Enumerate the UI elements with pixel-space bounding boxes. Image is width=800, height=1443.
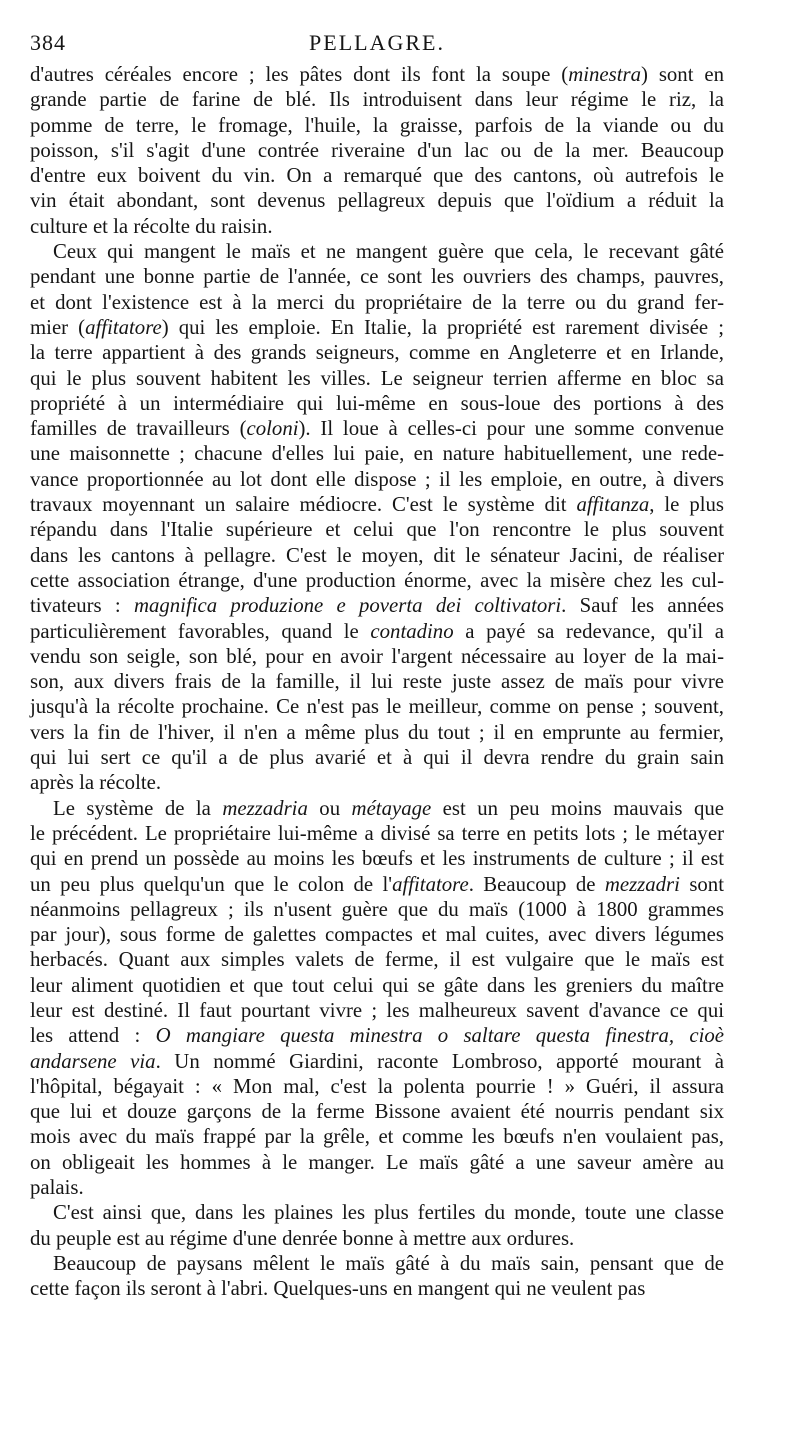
text-run: herbacés. Quant aux simples valets de ferme, il est vulgaire que le maïs est: [30, 948, 724, 972]
text-line: [30, 897, 724, 922]
italic-phrase: mezzadria: [222, 796, 308, 820]
text-line: [30, 1175, 724, 1200]
text-line: [30, 720, 724, 745]
text-line: [30, 1200, 724, 1225]
text-line: [30, 1251, 724, 1276]
text-run: propriété à un intermédiaire qui lui-même en sous-loue des portions à des: [30, 391, 724, 415]
text-line: [30, 593, 724, 618]
text-run: ) sont en: [641, 63, 725, 86]
text-line: [30, 922, 724, 947]
text-line: [30, 138, 724, 163]
text-line: [30, 644, 724, 669]
text-run: une maisonnette ; chacune d'elles lui paie, en nature habituellement, une rede-: [30, 442, 724, 466]
text-run: Le système de la: [53, 796, 223, 820]
paragraph: [30, 796, 724, 1201]
text-line: [30, 796, 724, 821]
text-run: après la récolte.: [30, 771, 162, 795]
text-line: [30, 1276, 724, 1301]
text-run: par jour), sous forme de galettes compactes et mal cuites, avec divers légumes: [30, 923, 724, 947]
text-run: grande partie de farine de blé. Ils introduisent dans leur régime le riz, la: [30, 88, 724, 112]
text-run: Beaucoup de paysans mêlent le maïs gâté à du maïs sain, pensant que de: [53, 1251, 724, 1275]
text-line: [30, 1099, 724, 1124]
text-run: vendu son seigle, son blé, pour en avoir l'argent nécessaire au loyer de la mai-: [30, 644, 724, 668]
text-run: . Un nommé Giardini, raconte Lombroso, apporté mourant à: [155, 1049, 724, 1073]
text-run: jusqu'à la récolte prochaine. Ce n'est pas le meilleur, comme on pense ; souvent,: [30, 695, 724, 719]
italic-phrase: coloni: [246, 417, 299, 441]
text-run: cette association étrange, d'une production énorme, avec la misère chez les cul-: [30, 568, 724, 592]
text-run: ) qui les emploie. En Italie, la propriété est rarement divisée ;: [161, 315, 724, 339]
text-line: [30, 214, 724, 239]
text-line: [30, 416, 724, 441]
text-line: [30, 290, 724, 315]
text-run: culture et la récolte du raisin.: [30, 214, 273, 238]
page-body-text: [30, 62, 724, 1302]
italic-phrase: affitatore: [392, 872, 469, 896]
italic-phrase: métayage: [351, 796, 432, 820]
text-line: [30, 517, 724, 542]
text-line: [30, 1226, 724, 1251]
paragraph: [30, 1251, 724, 1302]
text-run: la terre appartient à des grands seigneurs, comme en Angleterre et en Irlande,: [30, 341, 724, 365]
text-run: mier (: [30, 315, 86, 339]
text-run: néanmoins pellagreux ; ils n'usent guère que du maïs (1000 à 1800 grammes: [30, 897, 724, 921]
paragraph: [30, 1200, 724, 1251]
text-run: qui le plus souvent habitent les villes. Le seigneur terrien afferme en bloc sa: [30, 366, 724, 390]
text-line: [30, 492, 724, 517]
text-run: tivateurs :: [30, 594, 134, 618]
text-run: , le plus: [649, 493, 724, 517]
text-line: [30, 113, 724, 138]
text-line: [30, 441, 724, 466]
italic-phrase: minestra: [568, 63, 641, 86]
text-line: [30, 947, 724, 972]
text-line: [30, 1124, 724, 1149]
text-run: mois avec du maïs frappé par la grêle, et comme les bœufs n'en voulaient pas,: [30, 1125, 724, 1149]
text-run: les attend :: [30, 1024, 156, 1048]
italic-phrase: magnifica produzione e poverta dei coltivatori: [133, 594, 562, 618]
text-run: . Sauf les années: [561, 594, 724, 618]
text-run: Ceux qui mangent le maïs et ne mangent guère que cela, le recevant gâté: [53, 240, 724, 264]
running-title: PELLAGRE.: [309, 30, 445, 55]
text-line: [30, 973, 724, 998]
text-line: [30, 1049, 724, 1074]
italic-phrase: O mangiare questa minestra o saltare questa finestra, cioè: [155, 1024, 724, 1048]
text-run: vance proportionnée au lot dont elle dispose ; il les emploie, en outre, à divers: [30, 467, 724, 491]
text-line: [30, 669, 724, 694]
text-run: qui lui sert ce qu'il a de plus avarié et à qui il devra rendre du grain sain: [30, 746, 724, 770]
text-line: [30, 163, 724, 188]
text-line: [30, 745, 724, 770]
text-line: [30, 619, 724, 644]
text-line: [30, 1023, 724, 1048]
text-line: [30, 366, 724, 391]
italic-phrase: mezzadri: [604, 872, 680, 896]
text-line: [30, 568, 724, 593]
page-number: 384: [30, 30, 66, 55]
paragraph: [30, 239, 724, 796]
italic-phrase: andarsene via: [30, 1049, 156, 1073]
text-run: d'autres céréales encore ; les pâtes dont ils font la soupe (: [30, 63, 569, 86]
text-line: [30, 1074, 724, 1099]
text-run: est un peu moins mauvais que: [431, 796, 724, 820]
text-line: [30, 821, 724, 846]
text-run: C'est ainsi que, dans les plaines les plus fertiles du monde, toute une classe: [53, 1201, 724, 1225]
page-header: [30, 24, 724, 64]
text-line: [30, 543, 724, 568]
text-run: pomme de terre, le fromage, l'huile, la graisse, parfois de la viande ou du: [30, 113, 724, 137]
text-run: ou: [307, 796, 352, 820]
text-run: ). Il loue à celles-ci pour une somme convenue: [298, 417, 724, 441]
text-run: vin était abondant, sont devenus pellagreux depuis que l'oïdium a réduit la: [30, 189, 724, 213]
text-line: [30, 998, 724, 1023]
text-run: particulièrement favorables, quand le: [30, 619, 371, 643]
text-run: et dont l'existence est à la merci du propriétaire de la terre ou du grand fer-: [30, 290, 724, 314]
text-run: d'entre eux boivent du vin. On a remarqué que des cantons, où autrefois le: [30, 164, 724, 188]
text-run: leur est destiné. Il faut pourtant vivre ; les malheureux savent d'avance ce qui: [30, 998, 724, 1022]
text-line: [30, 315, 724, 340]
text-line: [30, 62, 724, 87]
text-run: palais.: [30, 1176, 84, 1200]
text-run: un peu plus quelqu'un que le colon de l': [30, 872, 393, 896]
text-line: [30, 87, 724, 112]
text-run: du peuple est au régime d'une denrée bonne à mettre aux ordures.: [30, 1226, 575, 1250]
italic-phrase: affitanza: [576, 493, 650, 517]
italic-phrase: affitatore: [85, 315, 162, 339]
text-line: [30, 846, 724, 871]
text-run: a payé sa redevance, qu'il a: [453, 619, 724, 643]
text-line: [30, 264, 724, 289]
text-run: son, aux divers frais de la famille, il lui reste juste assez de maïs pour vivre: [30, 670, 724, 694]
text-line: [30, 770, 724, 795]
text-run: que lui et douze garçons de la ferme Bissone avaient été nourris pendant six: [30, 1100, 724, 1124]
text-run: travaux moyennant un salaire médiocre. C'est le système dit: [30, 493, 577, 517]
text-run: le précédent. Le propriétaire lui-même a divisé sa terre en petits lots ; le métayer: [30, 821, 724, 845]
text-run: . Beaucoup de: [468, 872, 605, 896]
italic-phrase: contadino: [370, 619, 454, 643]
text-run: dans les cantons à pellagre. C'est le moyen, dit le sénateur Jacini, de réaliser: [30, 543, 724, 567]
text-run: on obligeait les hommes à le manger. Le maïs gâté a une saveur amère au: [30, 1150, 724, 1174]
text-run: leur aliment quotidien et que tout celui qui se gâte dans les greniers du maître: [30, 973, 724, 997]
paragraph: [30, 62, 724, 239]
text-run: poisson, s'il s'agit d'une contrée riveraine d'un lac ou de la mer. Beaucoup: [30, 138, 724, 162]
text-run: pendant une bonne partie de l'année, ce sont les ouvriers des champs, pauvres,: [30, 265, 724, 289]
text-line: [30, 694, 724, 719]
text-line: [30, 340, 724, 365]
text-line: [30, 239, 724, 264]
text-run: familles de travailleurs (: [30, 417, 247, 441]
text-run: cette façon ils seront à l'abri. Quelques-uns en mangent qui ne veulent pas: [30, 1277, 646, 1301]
text-run: l'hôpital, bégayait : « Mon mal, c'est la polenta pourrie ! » Guéri, il assura: [30, 1074, 724, 1098]
text-line: [30, 872, 724, 897]
text-line: [30, 1150, 724, 1175]
text-line: [30, 391, 724, 416]
text-run: qui en prend un possède au moins les bœufs et les instruments de culture ; il est: [30, 847, 724, 871]
text-run: sont: [679, 872, 724, 896]
text-line: [30, 188, 724, 213]
text-run: répandu dans l'Italie supérieure et celui que l'on rencontre le plus souvent: [30, 518, 724, 542]
text-run: vers la fin de l'hiver, il n'en a même plus du tout ; il en emprunte au fermier,: [30, 720, 724, 744]
text-line: [30, 467, 724, 492]
